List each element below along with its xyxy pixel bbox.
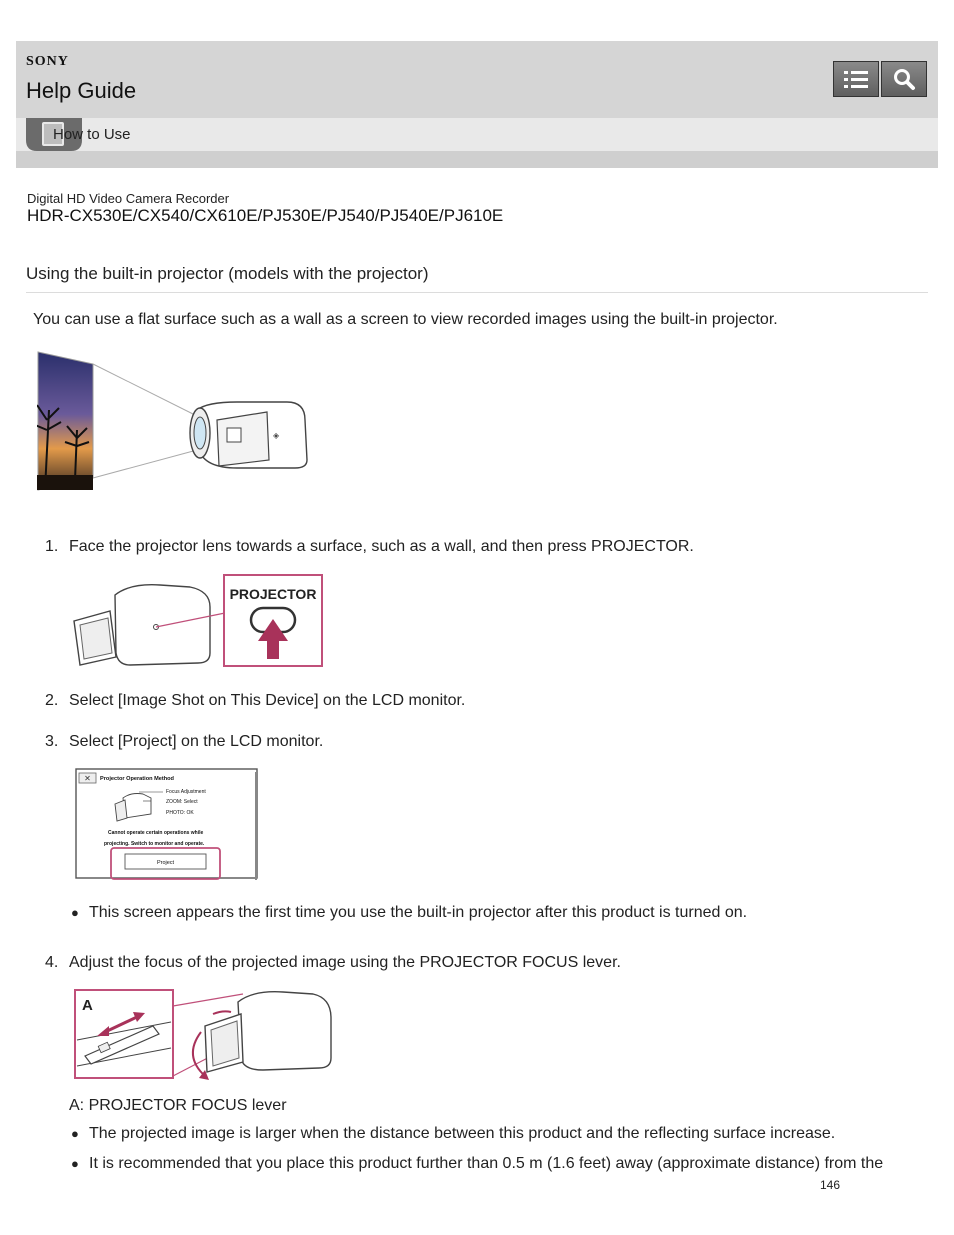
search-button[interactable] [881,61,927,97]
step-number: 3. [45,733,59,750]
projector-illustration [37,350,313,492]
lever-caption: A: PROJECTOR FOCUS lever [69,1097,287,1114]
menu-button[interactable] [833,61,879,97]
step4-note-1 [71,1125,835,1143]
step-text: Adjust the focus of the projected image using the PROJECTOR FOCUS lever. [69,954,621,971]
page-title: Using the built-in projector (models with the projector) [26,264,429,283]
how-to-use-link[interactable]: How to Use [53,126,131,143]
step-number: 2. [45,692,59,709]
screen-zoom-label: ZOOM: Select [166,799,198,805]
projector-button-illustration [70,573,324,668]
step-text: Face the projector lens towards a surface, such as a wall, and then press PROJECTOR. [69,538,694,555]
step-text: Select [Image Shot on This Device] on the LCD monitor. [69,692,466,709]
bullet-icon: ● [71,1126,79,1141]
svg-text:◈: ◈ [273,431,280,440]
step-2 [45,692,465,710]
bullet-text: This screen appears the first time you use the built-in projector after this product is turned on. [89,904,748,921]
screen-note-line2: projecting. Switch to monitor and operate. [104,841,205,847]
bullet-text: The projected image is larger when the distance between this product and the reflecting surface increase. [89,1125,836,1142]
step-4 [45,954,621,972]
step3-note [71,904,747,922]
site-header [16,41,938,118]
bullet-icon: ● [71,1156,79,1171]
focus-lever-illustration [73,988,335,1082]
bullet-text: It is recommended that you place this product further than 0.5 m (1.6 feet) away (approximate distance) from the [89,1155,884,1172]
product-models: HDR-CX530E/CX540/CX610E/PJ530E/PJ540/PJ540E/PJ610E [27,206,504,225]
step-1 [45,538,694,556]
projector-screen-illustration [75,768,259,882]
lever-marker-label: A [82,997,93,1014]
screen-title: Projector Operation Method [100,776,174,782]
list-icon [843,68,869,90]
section-nav [16,118,938,151]
screen-note-line1: Cannot operate certain operations while [108,830,204,836]
screen-project-button: Project [156,860,175,866]
bullet-icon: ● [71,905,79,920]
screen-photo-label: PHOTO: OK [166,810,194,816]
header-stripe [16,151,938,168]
step4-note-2 [71,1155,883,1173]
step-text: Select [Project] on the LCD monitor. [69,733,324,750]
search-icon [892,67,916,91]
intro-text: You can use a flat surface such as a wall as a screen to view recorded images using the built-in projector. [33,311,778,328]
help-guide-title[interactable]: Help Guide [26,78,137,103]
step-number: 4. [45,954,59,971]
screen-focus-label: Focus Adjustment [166,789,206,795]
brand-logo: SONY [26,54,69,69]
title-divider [26,292,928,293]
svg-text:✕: ✕ [84,774,91,783]
product-type: Digital HD Video Camera Recorder [27,191,230,206]
page-number: 146 [820,1178,841,1192]
step-number: 1. [45,538,59,555]
projector-button-label: PROJECTOR [229,586,317,602]
step-3 [45,733,323,751]
